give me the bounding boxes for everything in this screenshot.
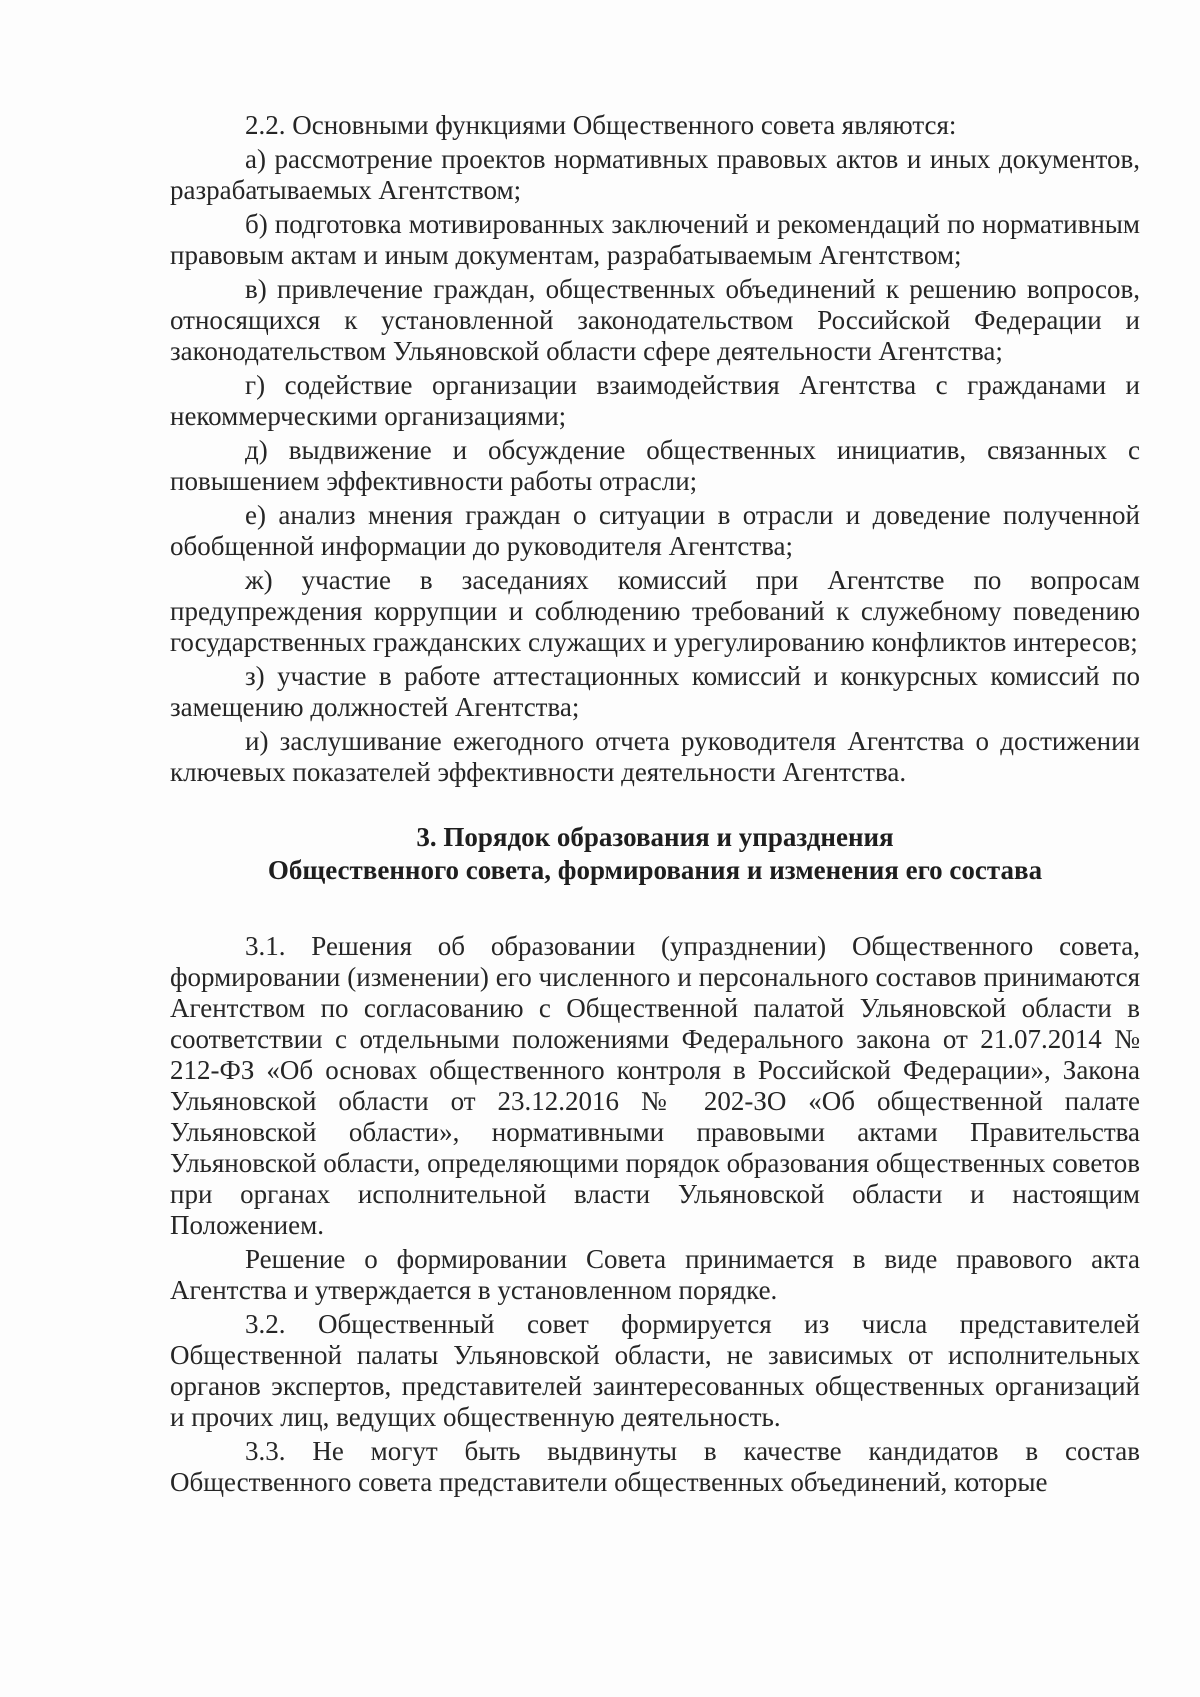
list-item-i: и) заслушивание ежегодного отчета руководителя Агентства о достижении ключевых показателей эффективности деятельности Агентства. (170, 726, 1140, 787)
clause-3-3-wrapper (170, 1436, 1140, 1498)
clause-3-1: 3.1. Решения об образовании (упразднении) Общественного совета, формировании (изменении) его численного и персонального составов принимаются Агентством по согласованию с Общественной палатой Ульяновской области в соответствии с отдельными положениями Федерального закона от 21.07.2014 № 212-ФЗ «Об основах общественного контроля в Российской Федерации», Закона Ульяновской области от 23.12.2016 № 202-ЗО «Об общественной палате Ульяновской области», нормативными правовыми актами Правительства Ульяновской области, определяющими порядок образования общественных советов при органах исполнительной власти Ульяновской области и настоящим Положением. (170, 931, 1140, 1240)
list-item-v: в) привлечение граждан, общественных объединений к решению вопросов, относящихся к установленной законодательством Российской Федерации и законодательством Ульяновской области сфере деятельности Агентства; (170, 274, 1140, 366)
list-item-e: е) анализ мнения граждан о ситуации в отрасли и доведение полученной обобщенной информации до руководителя Агентства; (170, 500, 1140, 561)
list-item-g: г) содействие организации взаимодействия Агентства с гражданами и некоммерческими организациями; (170, 370, 1140, 431)
list-item-z: з) участие в работе аттестационных комиссий и конкурсных комиссий по замещению должностей Агентства; (170, 661, 1140, 722)
clause-3-1-decision: Решение о формировании Совета принимается в виде правового акта Агентства и утверждается в установленном порядке. (170, 1244, 1140, 1305)
section-3-heading-line-2: Общественного совета, формирования и изменения его состава (267, 855, 1043, 885)
clause-3-2: 3.2. Общественный совет формируется из числа представителей Общественной палаты Ульяновской области, не зависимых от исполнительных органов экспертов, представителей заинтересованных общественных организаций и прочих лиц, ведущих общественную деятельность. (170, 1309, 1140, 1432)
list-item-b: б) подготовка мотивированных заключений и рекомендаций по нормативным правовым актам и иным документам, разрабатываемым Агентством; (170, 209, 1140, 270)
list-item-a: а) рассмотрение проектов нормативных правовых актов и иных документов, разрабатываемых Агентством; (170, 144, 1140, 205)
section-3-heading (170, 821, 1140, 887)
clause-2-2-intro: 2.2. Основными функциями Общественного совета являются: (245, 110, 957, 140)
clause-3-3: 3.3. Не могут быть выдвинуты в качестве кандидатов в состав Общественного совета представители общественных объединений, которые (170, 1436, 1140, 1497)
section-3-body (170, 931, 1140, 1498)
document-body (170, 110, 1140, 1498)
functions-list (170, 110, 1140, 788)
section-3-heading-line-1: 3. Порядок образования и упразднения (416, 822, 894, 852)
list-item-zh: ж) участие в заседаниях комиссий при Агентстве по вопросам предупреждения коррупции и соблюдению требований к служебному поведению государственных гражданских служащих и урегулированию конфликтов интересов; (170, 565, 1140, 657)
list-item-d: д) выдвижение и обсуждение общественных инициатив, связанных с повышением эффективности работы отрасли; (170, 435, 1140, 496)
